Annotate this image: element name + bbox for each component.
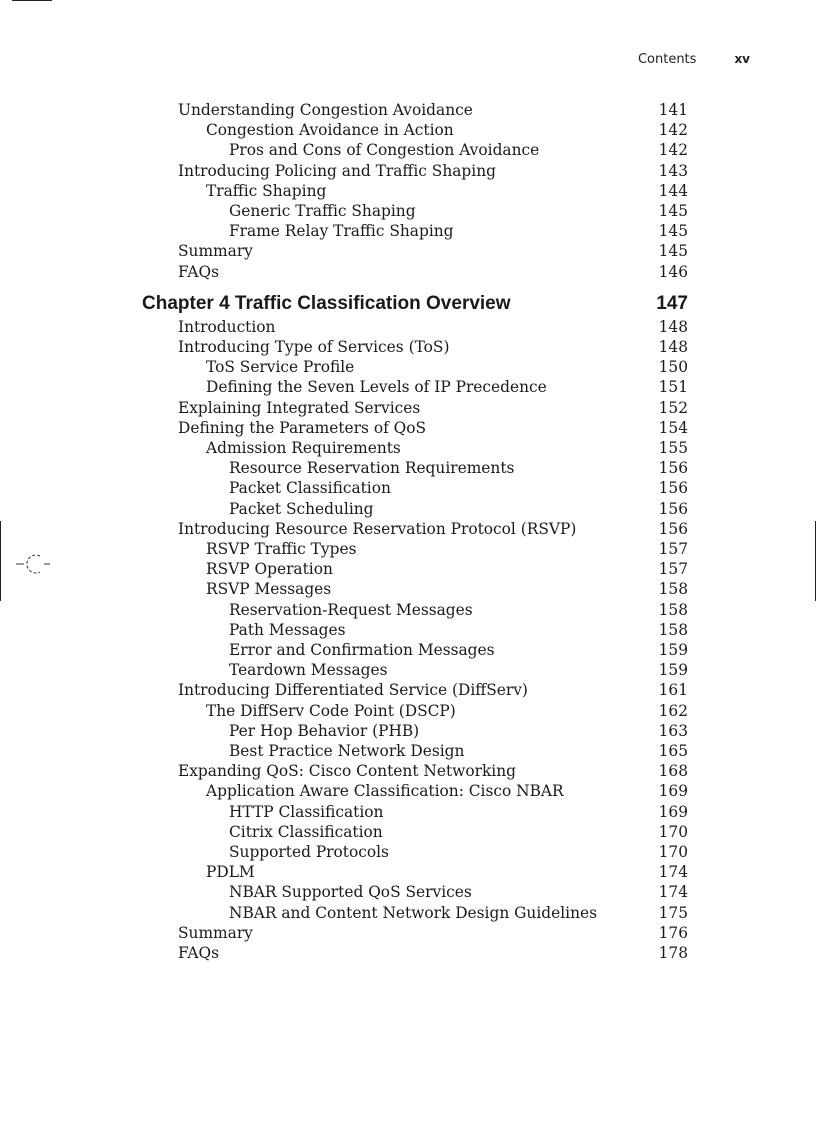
header-section-title: Contents (637, 52, 697, 67)
toc-entry-title: RSVP Messages (206, 580, 332, 599)
toc-entry (0, 903, 816, 923)
toc-entry-title: Introducing Type of Services (ToS) (178, 338, 450, 356)
toc-entry-title: FAQs (178, 262, 219, 281)
toc-entry-title: Defining the Parameters of QoS (178, 418, 427, 437)
toc-entry (0, 741, 816, 761)
toc-entry-title: Defining the Seven Levels of IP Precedence (206, 378, 547, 397)
toc-entry-title: Per Hop Behavior (PHB) (229, 721, 420, 740)
toc-entry (0, 181, 816, 201)
toc-entry (0, 161, 816, 181)
toc-entry-title: The DiffServ Code Point (DSCP) (206, 701, 456, 720)
toc-entry-page: 154 (658, 418, 688, 437)
toc-entry (0, 398, 816, 418)
toc-entry-page: 156 (658, 459, 688, 478)
toc-entry-title: Supported Protocols (229, 843, 389, 861)
toc-entry-title: ToS Service Profile (206, 358, 355, 377)
toc-entry-title: FAQs (178, 944, 219, 962)
toc-entry-page: 150 (658, 358, 688, 377)
toc-entry-title: HTTP Classification (229, 802, 384, 821)
toc-entry (0, 600, 816, 620)
toc-entry (0, 377, 816, 397)
toc-entry (0, 357, 816, 377)
toc-entry-title: Summary (178, 923, 253, 942)
toc-entry-page: 156 (658, 479, 688, 498)
toc-entry-title: Generic Traffic Shaping (229, 202, 416, 220)
toc-entry (0, 100, 816, 120)
toc-entry (0, 519, 816, 539)
toc-entry (0, 499, 816, 519)
toc-entry-title: Traffic Shaping (206, 181, 327, 200)
toc-entry-page: 156 (658, 519, 688, 538)
toc-entry-page: 156 (658, 499, 688, 518)
toc-entry-title: Resource Reservation Requirements (229, 459, 515, 478)
toc-entry-page: 168 (658, 762, 688, 781)
toc-entry-page: 142 (658, 141, 688, 160)
toc-entry-title: Summary (178, 242, 253, 261)
toc-entry-title: NBAR Supported QoS Services (229, 883, 472, 902)
toc-entry-page: 176 (658, 923, 688, 942)
toc-entry-page: 161 (658, 681, 688, 700)
toc-entry-page: 170 (658, 843, 688, 861)
toc-entry (0, 842, 816, 862)
toc-entry (0, 680, 816, 700)
toc-entry-title: Packet Classification (229, 479, 391, 498)
toc-entry-page: 169 (658, 782, 688, 801)
toc-entry-page: 145 (658, 242, 688, 261)
toc-entry (0, 539, 816, 559)
toc-entry-title: Frame Relay Traffic Shaping (229, 222, 454, 241)
toc-entry-page: 142 (658, 121, 688, 140)
running-header (638, 52, 750, 67)
toc-entry-title: Error and Confirmation Messages (229, 641, 495, 659)
toc-entry-title: Expanding QoS: Cisco Content Networking (178, 762, 516, 781)
toc-entry (0, 418, 816, 438)
toc-entry (0, 822, 816, 842)
toc-entry-page: 158 (658, 600, 688, 619)
toc-entry-page: 148 (658, 317, 688, 336)
toc-entry-title: NBAR and Content Network Design Guidelines (229, 903, 597, 922)
toc-entry-title: Understanding Congestion Avoidance (178, 101, 473, 119)
chapter-heading (0, 291, 816, 317)
toc-entry-title: Reservation-Request Messages (229, 600, 473, 619)
crop-mark-top (12, 0, 52, 1)
toc-entry-page: 159 (658, 641, 688, 659)
toc-entry (0, 923, 816, 943)
toc-entry (0, 120, 816, 140)
toc-entry (0, 559, 816, 579)
toc-entry (0, 317, 816, 337)
toc-entry (0, 660, 816, 680)
toc-entry-page: 141 (658, 101, 688, 119)
toc-entry-title: Introducing Differentiated Service (DiffServ) (178, 681, 528, 700)
toc-entry-page: 152 (658, 398, 688, 417)
toc-entry-page: 143 (658, 161, 688, 180)
toc-entry (0, 140, 816, 160)
toc-entry-title: Teardown Messages (229, 661, 388, 680)
toc-entry (0, 579, 816, 599)
toc-entry (0, 620, 816, 640)
toc-entry (0, 701, 816, 721)
toc-entry-title: Application Aware Classification: Cisco NBAR (206, 782, 564, 801)
toc-entry-title: Explaining Integrated Services (178, 398, 421, 417)
toc-entry-page: 170 (658, 822, 688, 841)
toc-entry-title: Packet Scheduling (229, 499, 374, 518)
toc-entry-page: 158 (658, 620, 688, 639)
chapter-page: 147 (656, 292, 688, 314)
toc-entry-page: 158 (658, 580, 688, 599)
toc-entry-page: 162 (658, 701, 688, 720)
toc-entry-title: Best Practice Network Design (229, 742, 465, 760)
toc-entry (0, 862, 816, 882)
toc-entry-page: 157 (658, 540, 688, 558)
toc-entry (0, 262, 816, 282)
toc-entry-page: 175 (658, 903, 688, 922)
toc-entry-title: PDLM (206, 863, 255, 882)
toc-entry-page: 157 (658, 560, 688, 579)
toc-entry-page: 174 (658, 863, 688, 882)
toc-entry (0, 478, 816, 498)
toc-entry-page: 163 (658, 721, 688, 740)
toc-entry-title: RSVP Traffic Types (206, 540, 357, 558)
chapter-title: Chapter 4 Traffic Classification Overview (142, 292, 511, 314)
toc-entry-title: Introduction (178, 317, 276, 336)
header-page-number: xv (734, 52, 750, 66)
toc-entry-title: Congestion Avoidance in Action (206, 121, 454, 140)
toc-entry-page: 145 (658, 202, 688, 220)
toc-entry (0, 241, 816, 261)
toc-entry (0, 943, 816, 963)
toc-entry-title: Pros and Cons of Congestion Avoidance (229, 141, 540, 160)
toc-entry-page: 148 (658, 338, 688, 356)
toc-entry (0, 781, 816, 801)
toc-entry (0, 882, 816, 902)
toc-entry (0, 802, 816, 822)
toc-entry-page: 165 (658, 742, 688, 760)
toc-entry (0, 438, 816, 458)
toc-entry (0, 201, 816, 221)
toc-entry (0, 721, 816, 741)
toc-entry-page: 146 (658, 262, 688, 281)
toc-entry (0, 640, 816, 660)
toc-entry-title: RSVP Operation (206, 560, 333, 579)
toc-entry-page: 159 (658, 661, 688, 680)
toc-entry-page: 178 (658, 944, 688, 962)
toc-entry-title: Introducing Resource Reservation Protocol (RSVP) (178, 519, 577, 538)
toc-entry-page: 155 (658, 439, 688, 457)
toc-entry-title: Path Messages (229, 620, 346, 639)
toc-entry-page: 174 (658, 883, 688, 902)
toc-entry-page: 144 (658, 181, 688, 200)
toc-entry (0, 337, 816, 357)
toc-entry-page: 169 (658, 802, 688, 821)
toc-entry-page: 145 (658, 222, 688, 241)
toc-entry (0, 761, 816, 781)
toc-entry-title: Citrix Classification (229, 822, 383, 841)
toc-entry (0, 458, 816, 478)
toc-entry-title: Admission Requirements (206, 439, 401, 457)
toc-entry-page: 151 (658, 378, 688, 397)
toc-entry (0, 221, 816, 241)
toc-entry-title: Introducing Policing and Traffic Shaping (178, 161, 496, 180)
